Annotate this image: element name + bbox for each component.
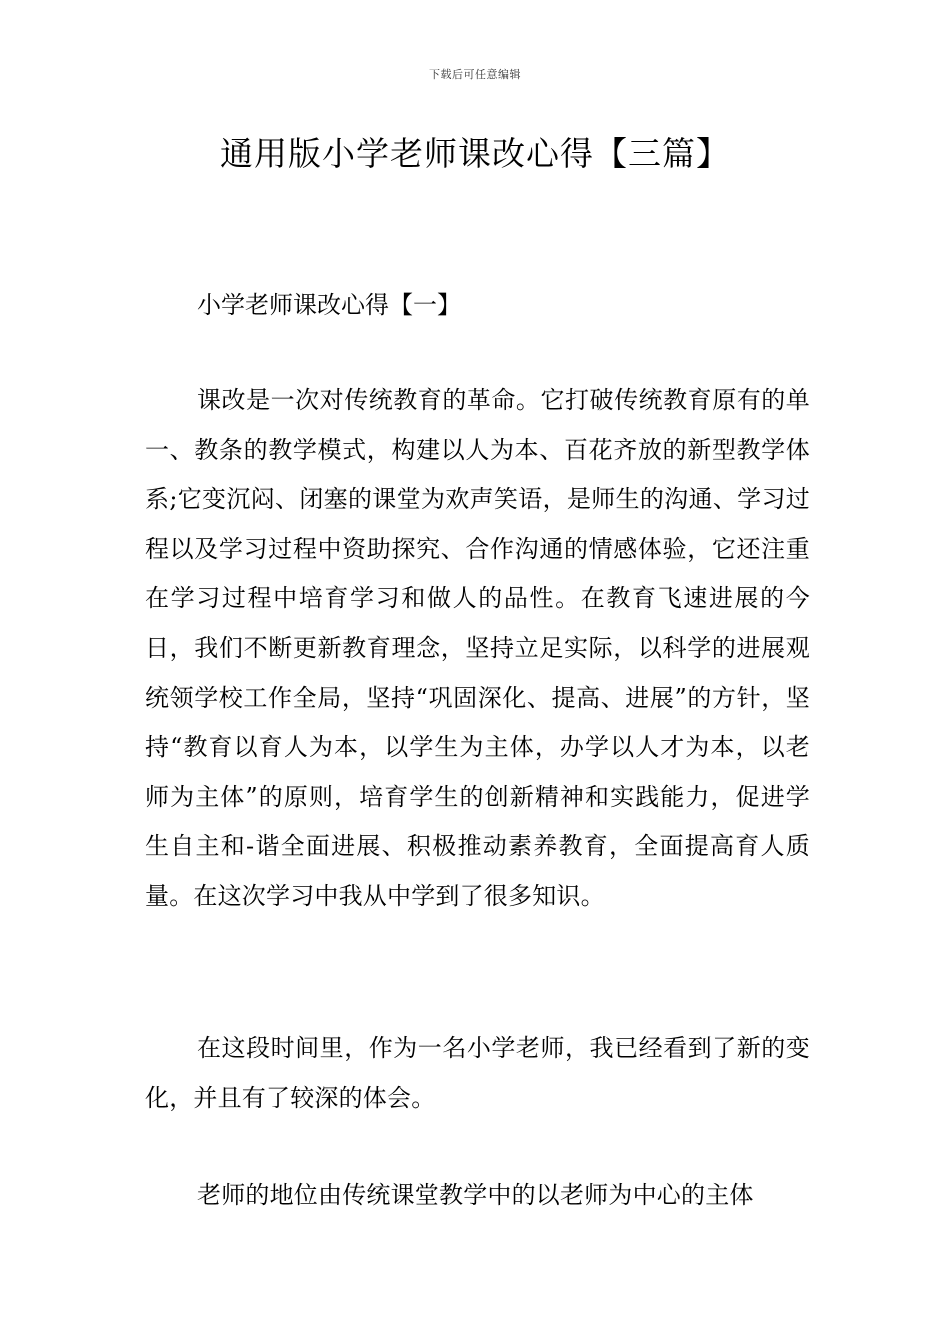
body-paragraph: 老师的地位由传统课堂教学中的以老师为中心的主体 — [197, 1181, 754, 1209]
document-title: 通用版小学老师课改心得【三篇】 — [220, 134, 730, 173]
header-note: 下载后可任意编辑 — [429, 68, 521, 81]
body-paragraph: 课改是一次对传统教育的革命。它打破传统教育原有的单一、教条的教学模式，构建以人为本、百花齐放的新型教学体系;它变沉闷、闭塞的课堂为欢声笑语，是师生的沟通、学习过程以及学习过程中资助探究、合作沟通的情感体验，它还注重在学习过程中培育学习和做人的品性。在教育飞速进展的今日，我们不断更新教育理念，坚持立足实际，以科学的进展观统领学校工作全局，坚持“巩固深化、提高、进展”的方针，坚持“教育以育人为本，以学生为主体，办学以人才为本，以老师为主体”的原则，培育学生的创新精神和实践能力，促进学生自主和-谐全面进展、积极推动素养教育，全面提高育人质量。在这次学习中我从中学到了很多知识。 — [145, 386, 810, 910]
body-paragraph: 在这段时间里，作为一名小学老师，我已经看到了新的变化，并且有了较深的体会。 — [145, 1034, 810, 1112]
section-heading: 小学老师课改心得【一】 — [197, 291, 461, 319]
